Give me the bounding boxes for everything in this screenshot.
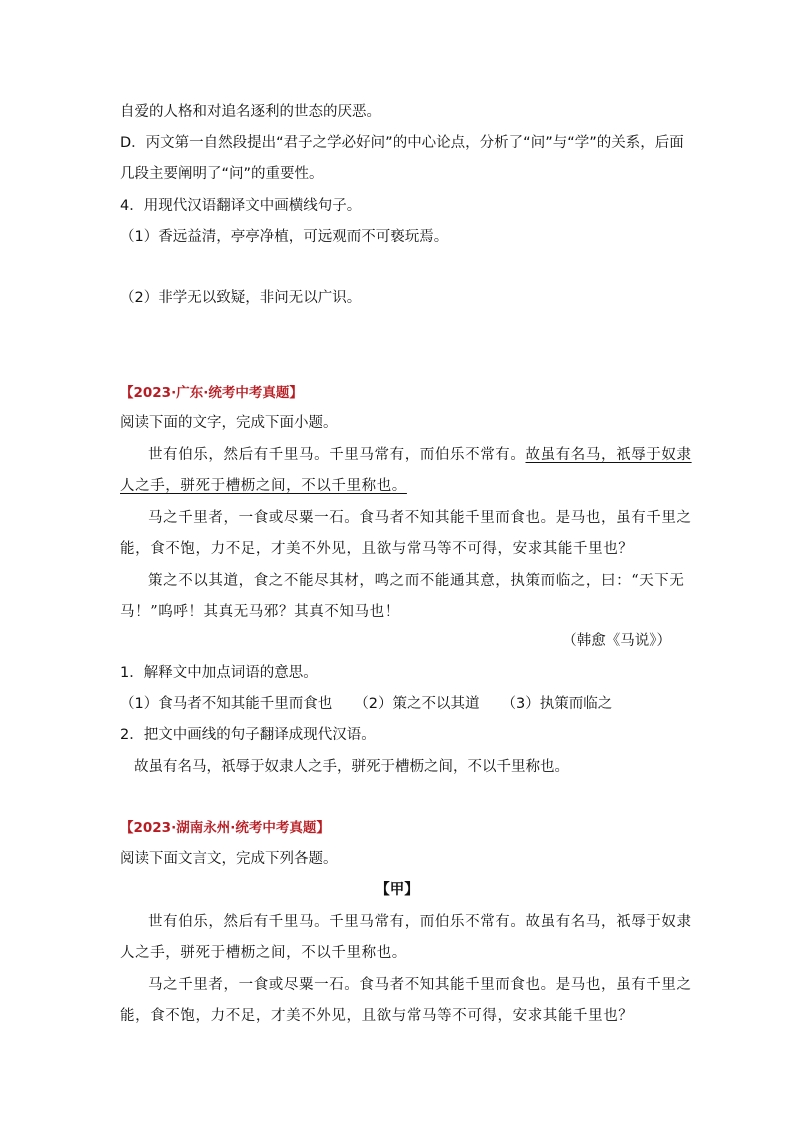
question-4-item-2: （2）非学无以致疑，非问无以广识。 — [120, 290, 362, 306]
question-1-item-3: （3）执策而临之 — [501, 696, 613, 712]
passage-text: 世有伯乐，然后有千里马。千里马常有，而伯乐不常有。 — [148, 447, 526, 463]
question-1-items — [120, 694, 612, 714]
question-2: 2．把文中画线的句子翻译成现代汉语。 — [120, 727, 376, 743]
text-line: 自爱的人格和对追名逐利的世态的厌恶。 — [120, 104, 381, 120]
question-1: 1．解释文中加点词语的意思。 — [120, 665, 318, 681]
question-2-sentence: 故虽有名马，祇辱于奴隶人之手，骈死于槽枥之间，不以千里称也。 — [134, 759, 569, 775]
passage-line: 人之手，骈死于槽枥之间，不以千里称也。 — [120, 945, 407, 961]
passage-line: 马之千里者，一食或尽粟一石。食马者不知其能千里而食也。是马也，虽有千里之 — [148, 977, 692, 993]
passage-line: 能，食不饱，力不足，才美不外见，且欲与常马等不可得，安求其能千里也？ — [120, 541, 634, 557]
question-1-item-2: （2）策之不以其道 — [354, 696, 480, 712]
text-line: 几段主要阐明了“问”的重要性。 — [120, 166, 324, 182]
passage-line: 世有伯乐，然后有千里马。千里马常有，而伯乐不常有。故虽有名马，祇辱于奴隶 — [148, 914, 692, 930]
source-citation: （韩愈《马说》） — [562, 633, 671, 649]
section-header: 【2023·广东·统考中考真题】 — [120, 385, 303, 401]
question-1-item-1: （1）食马者不知其能千里而食也 — [120, 696, 333, 712]
passage-line: 能，食不饱，力不足，才美不外见，且欲与常马等不可得，安求其能千里也？ — [120, 1008, 634, 1024]
passage-line: 策之不以其道，食之不能尽其材，鸣之而不能通其意，执策而临之，曰：“天下无 — [148, 573, 685, 589]
question-4-item-1: （1）香远益清，亭亭净植，可远观而不可亵玩焉。 — [120, 229, 449, 245]
underlined-sentence: 故虽有名马，祇辱于奴隶 — [525, 447, 692, 463]
option-d-line: D．丙文第一自然段提出“君子之学必好问”的中心论点，分析了“问”与“学”的关系，后面 — [120, 135, 684, 151]
underlined-sentence: 人之手，骈死于槽枥之间，不以千里称也。 — [120, 478, 407, 494]
section-header: 【2023·湖南永州·统考中考真题】 — [120, 820, 330, 836]
passage-label: 【甲】 — [375, 882, 419, 898]
passage-line — [148, 445, 692, 465]
section-intro: 阅读下面文言文，完成下列各题。 — [120, 851, 338, 867]
question-4: 4．用现代汉语翻译文中画横线句子。 — [120, 198, 362, 214]
section-intro: 阅读下面的文字，完成下面小题。 — [120, 415, 338, 431]
passage-line: 马之千里者，一食或尽粟一石。食马者不知其能千里而食也。是马也，虽有千里之 — [148, 510, 692, 526]
passage-line: 马！”呜呼！其真无马邪？其真不知马也！ — [120, 604, 400, 620]
